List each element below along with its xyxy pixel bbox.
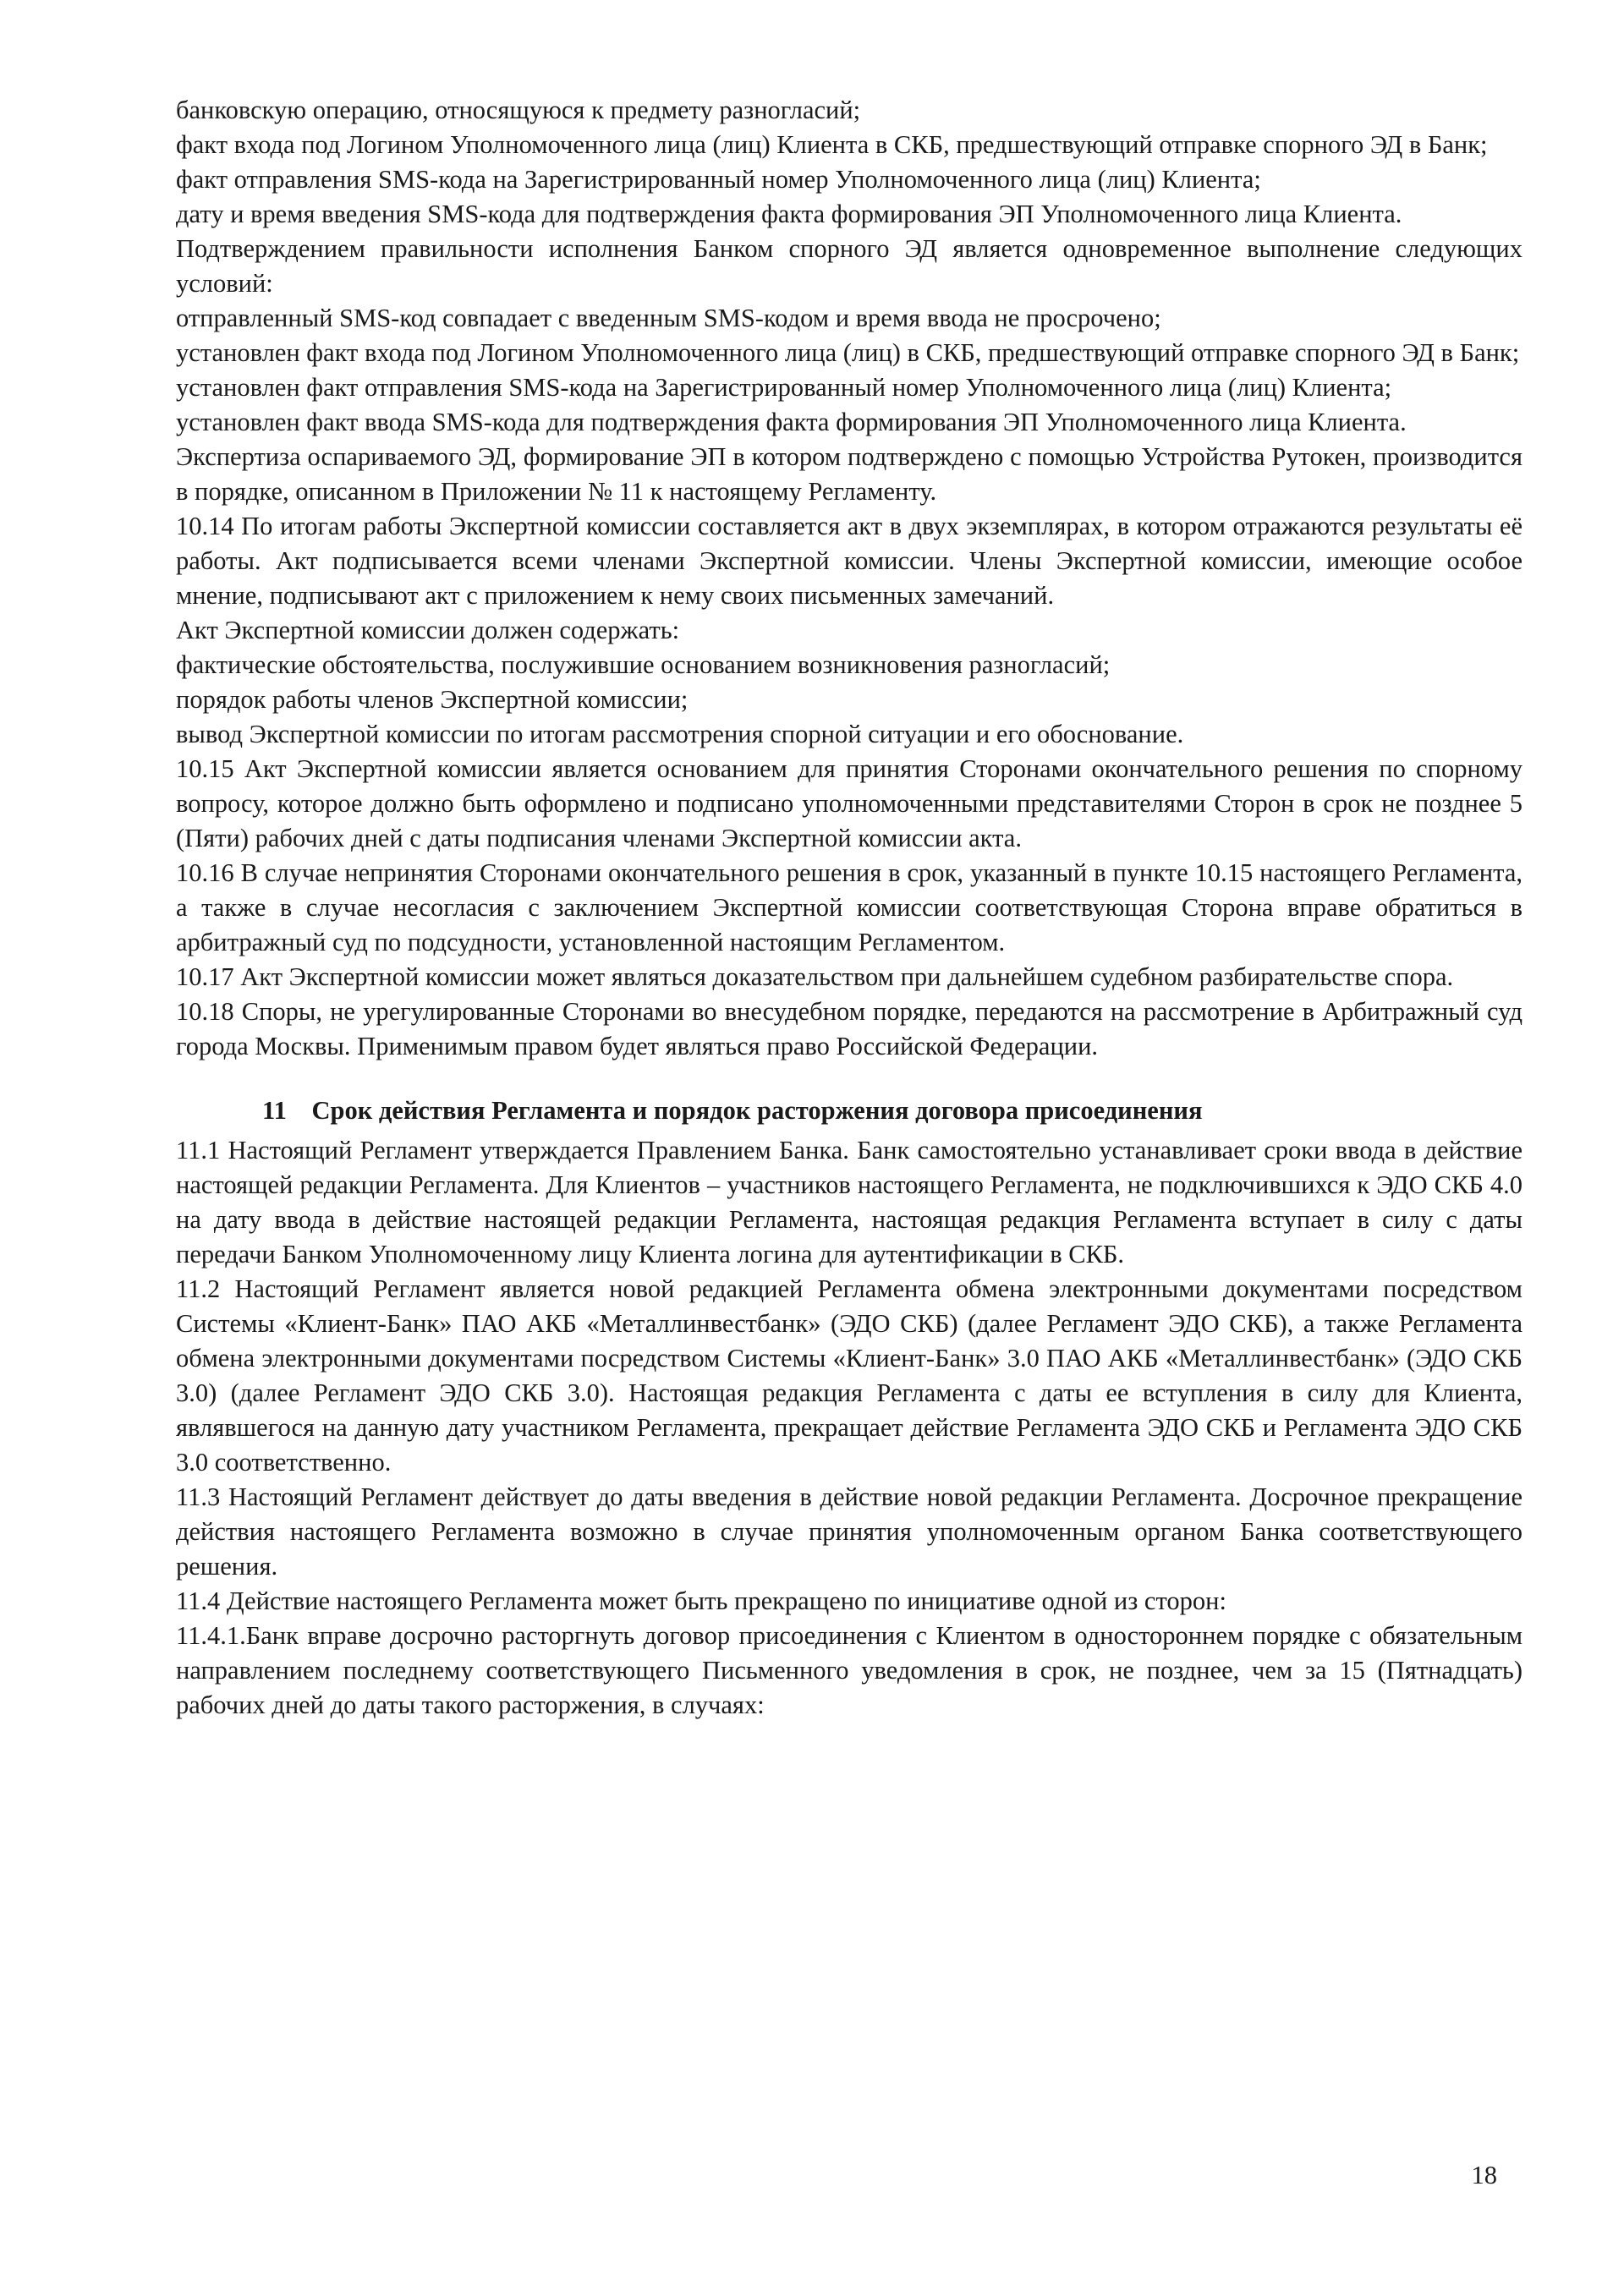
body-before-section [176,93,1522,1064]
paragraph: факт входа под Логином Уполномоченного лица (лиц) Клиента в СКБ, предшествующий отправке спорного ЭД в Банк; [176,130,1488,159]
paragraph: установлен факт входа под Логином Уполномоченного лица (лиц) в СКБ, предшествующий отправке спорного ЭД в Банк; [176,338,1520,367]
section-number: 11 [262,1096,287,1125]
paragraph: фактические обстоятельства, послужившие основанием возникновения разногласий; [176,650,1111,679]
paragraph: 10.15 Акт Экспертной комиссии является основанием для принятия Сторонами окончательного решения по спорному вопросу, которое должно быть оформлено и подписано уполномоченными представителями Сторон в срок не позднее 5 (Пяти) рабочих дней с даты подписания членами Экспертной комиссии акта. [176,754,1522,852]
section-title: Срок действия Регламента и порядок расторжения договора присоединения [311,1096,1203,1125]
paragraph: 11.1 Настоящий Регламент утверждается Правлением Банка. Банк самостоятельно устанавливает сроки ввода в действие настоящей редакции Регламента. Для Клиентов – участников настоящего Регламента, не подключившихся к ЭДО СКБ 4.0 на дату ввода в действие настоящей редакции Регламента, настоящая редакция Регламента вступает в силу с даты передачи Банком Уполномоченному лицу Клиента логина для аутентификации в СКБ. [176,1136,1522,1269]
section-heading [176,1093,1522,1128]
paragraph: 10.16 В случае непринятия Сторонами окончательного решения в срок, указанный в пункте 10.15 настоящего Регламента, а также в случае несогласия с заключением Экспертной комиссии соответствующая Сторона вправе обратиться в арбитражный суд по подсудности, установленной настоящим Регламентом. [176,858,1522,956]
paragraph: 10.14 По итогам работы Экспертной комиссии составляется акт в двух экземплярах, в котором отражаются результаты её работы. Акт подписывается всеми членами Экспертной комиссии. Члены Экспертной комиссии, имеющие особое мнение, подписывают акт с приложением к нему своих письменных замечаний. [176,512,1522,610]
paragraph: факт отправления SMS-кода на Зарегистрированный номер Уполномоченного лица (лиц) Клиента; [176,165,1261,194]
paragraph: 10.18 Споры, не урегулированные Сторонами во внесудебном порядке, передаются на рассмотрение в Арбитражный суд города Москвы. Применимым правом будет являться право Российской Федерации. [176,997,1522,1060]
paragraph: отправленный SMS-код совпадает с введенным SMS-кодом и время ввода не просрочено; [176,304,1161,332]
paragraph: Экспертиза оспариваемого ЭД, формирование ЭП в котором подтверждено с помощью Устройства Рутокен, производится в порядке, описанном в Приложении № 11 к настоящему Регламенту. [176,442,1522,506]
paragraph: установлен факт ввода SMS-кода для подтверждения факта формирования ЭП Уполномоченного лица Клиента. [176,408,1407,436]
paragraph: банковскую операцию, относящуюся к предмету разногласий; [176,96,861,124]
paragraph: дату и время введения SMS-кода для подтверждения факта формирования ЭП Уполномоченного лица Клиента. [176,200,1402,228]
paragraph: Акт Экспертной комиссии должен содержать: [176,616,680,644]
paragraph: порядок работы членов Экспертной комиссии; [176,685,689,714]
paragraph: 11.3 Настоящий Регламент действует до даты введения в действие новой редакции Регламента. Досрочное прекращение действия настоящего Регламента возможно в случае принятия уполномоченным органом Банка соответствующего решения. [176,1482,1522,1581]
paragraph: 11.2 Настоящий Регламент является новой редакцией Регламента обмена электронными документами посредством Системы «Клиент-Банк» ПАО АКБ «Металлинвестбанк» (ЭДО СКБ) (далее Регламент ЭДО СКБ), а также Регламента обмена электронными документами посредством Системы «Клиент-Банк» 3.0 ПАО АКБ «Металлинвестбанк» (ЭДО СКБ 3.0) (далее Регламент ЭДО СКБ 3.0). Настоящая редакция Регламента с даты ее вступления в силу для Клиента, являвшегося на данную дату участником Регламента, прекращает действие Регламента ЭДО СКБ и Регламента ЭДО СКБ 3.0 соответственно. [176,1274,1522,1477]
document-page [176,93,1522,1723]
paragraph: 10.17 Акт Экспертной комиссии может являться доказательством при дальнейшем судебном разбирательстве спора. [176,962,1454,991]
paragraph: вывод Экспертной комиссии по итогам рассмотрения спорной ситуации и его обоснование. [176,720,1184,748]
paragraph: 11.4 Действие настоящего Регламента может быть прекращено по инициативе одной из сторон: [176,1586,1226,1615]
paragraph: Подтверждением правильности исполнения Банком спорного ЭД является одновременное выполнение следующих условий: [176,234,1522,298]
page-number: 18 [1471,2161,1497,2189]
paragraph: 11.4.1.Банк вправе досрочно расторгнуть договор присоединения с Клиентом в одностороннем порядке с обязательным направлением последнему соответствующего Письменного уведомления в срок, не позднее, чем за 15 (Пятнадцать) рабочих дней до даты такого расторжения, в случаях: [176,1621,1522,1719]
paragraph: установлен факт отправления SMS-кода на Зарегистрированный номер Уполномоченного лица (лиц) Клиента; [176,373,1392,402]
body-after-section [176,1133,1522,1723]
